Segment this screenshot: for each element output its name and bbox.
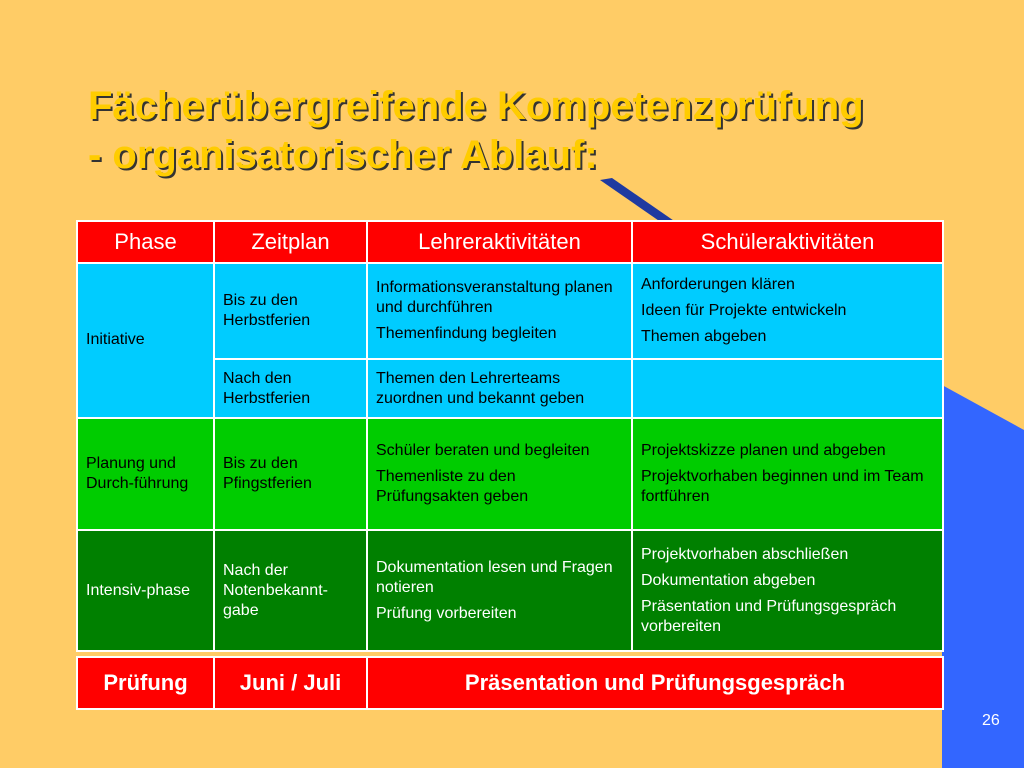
lehrer-cell: [367, 530, 632, 651]
pruefung-row-table: [76, 656, 944, 710]
lehrer-cell: [367, 418, 632, 531]
zeitplan-cell: Bis zu den Herbstferien: [214, 263, 367, 359]
table-row: [77, 263, 943, 359]
phase-planung: Planung und Durch-führung: [77, 418, 214, 531]
pruefung-description: Präsentation und Prüfungsgespräch: [367, 657, 943, 709]
phase-intensiv: Intensiv-phase: [77, 530, 214, 651]
header-schueleraktivitaeten: Schüleraktivitäten: [632, 221, 943, 263]
page-number: 26: [982, 712, 1000, 729]
zeitplan-cell: Nach der Notenbekannt-gabe: [214, 530, 367, 651]
table-header-row: [77, 221, 943, 263]
zeitplan-cell: Bis zu den Pfingstferien: [214, 418, 367, 531]
activity-item: Prüfung vorbereiten: [376, 604, 517, 622]
activity-item: Projektvorhaben beginnen und im Team fortführen: [641, 468, 924, 506]
activity-item: Themen den Lehrerteams zuordnen und bekannt geben: [376, 369, 585, 407]
schueler-cell: [632, 263, 943, 359]
activity-item: Dokumentation lesen und Fragen notieren: [376, 558, 613, 596]
activity-item: Projektskizze planen und abgeben: [641, 442, 886, 460]
header-zeitplan: Zeitplan: [214, 221, 367, 263]
lehrer-cell: [367, 263, 632, 359]
title-line-2: - organisatorischer Ablauf:: [88, 133, 598, 177]
blue-triangle-decoration: [942, 385, 1024, 768]
activity-item: Dokumentation abgeben: [641, 571, 816, 589]
diagonal-stripe-decoration: [600, 178, 680, 225]
pruefung-phase: Prüfung: [77, 657, 214, 709]
schueler-cell: [632, 530, 943, 651]
table-row: [77, 530, 943, 651]
lehrer-cell: [367, 359, 632, 417]
activity-item: Themen abgeben: [641, 328, 767, 346]
activity-item: Themenliste zu den Prüfungsakten geben: [376, 468, 529, 506]
phase-initiative: Initiative: [77, 263, 214, 418]
process-table: [76, 220, 944, 652]
schueler-cell: [632, 418, 943, 531]
activity-item: Themenfindung begleiten: [376, 325, 557, 343]
activity-item: Anforderungen klären: [641, 276, 795, 294]
title-line-1: Fächerübergreifende Kompetenzprüfung: [88, 84, 864, 128]
activity-item: Informationsveranstaltung planen und durchführen: [376, 279, 613, 317]
header-lehreraktivitaeten: Lehreraktivitäten: [367, 221, 632, 263]
activity-item: Schüler beraten und begleiten: [376, 442, 590, 460]
header-phase: Phase: [77, 221, 214, 263]
zeitplan-cell: Nach den Herbstferien: [214, 359, 367, 417]
pruefung-row: [77, 657, 943, 709]
activity-item: Ideen für Projekte entwickeln: [641, 302, 847, 320]
activity-item: Präsentation und Prüfungsgespräch vorbereiten: [641, 597, 897, 635]
slide-title: [88, 82, 988, 180]
schueler-cell-empty: [632, 359, 943, 417]
pruefung-zeitplan: Juni / Juli: [214, 657, 367, 709]
table-row: [77, 418, 943, 531]
activity-item: Projektvorhaben abschließen: [641, 545, 849, 563]
